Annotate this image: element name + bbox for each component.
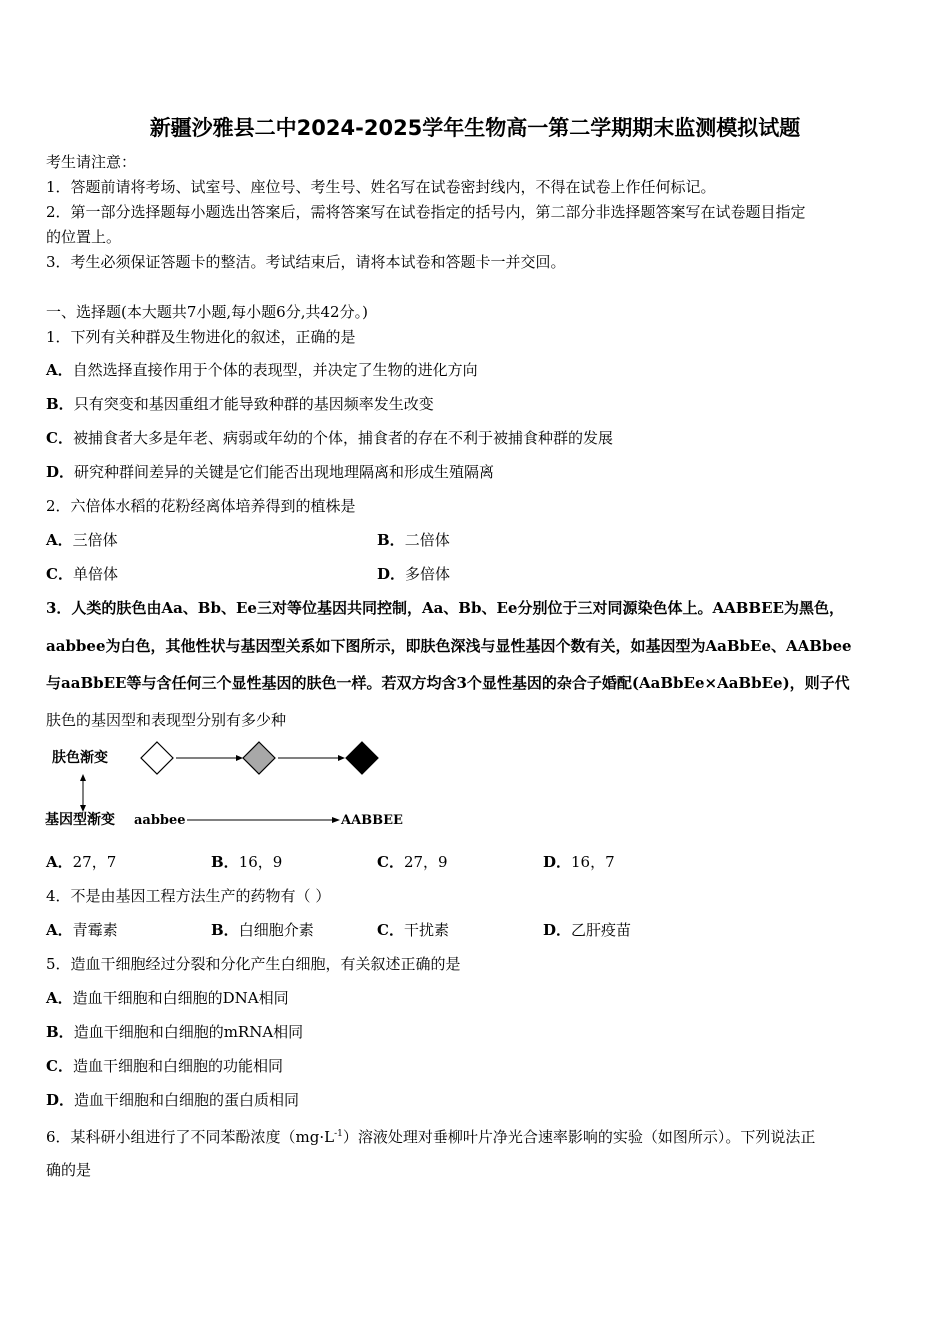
light-diamond-icon — [141, 742, 173, 774]
q2-option-d — [377, 564, 450, 584]
option-text: 白细胞介素 — [238, 921, 314, 939]
q2-option-a — [46, 530, 118, 550]
q1-option-d — [46, 462, 494, 482]
option-label: C． — [377, 921, 404, 939]
option-text: 只有突变和基因重组才能导致种群的基因频率发生改变 — [73, 395, 434, 413]
option-label: A． — [46, 921, 73, 939]
option-text: 多倍体 — [405, 565, 451, 583]
arrowhead-2 — [338, 755, 345, 761]
q5-option-c — [46, 1056, 283, 1076]
option-label: B． — [211, 853, 239, 871]
skin-label: 肤色渐变 — [52, 750, 108, 766]
q2-option-c — [46, 564, 118, 584]
notice-item-2-cont: 的位置上。 — [46, 228, 122, 246]
option-text: 青霉素 — [72, 921, 118, 939]
q3-stem-line-2: aabbee为白色，其他性状与基因型关系如下图所示，即肤色深浅与显性基因个数有关，如基因型为AaBbEe、AABbee — [46, 637, 852, 655]
q4-option-c — [377, 920, 449, 940]
q6-stem-line-1 — [46, 1124, 815, 1147]
notice-item-3: 3．考生必须保证答题卡的整洁。考试结束后，请将本试卷和答题卡一并交回。 — [46, 253, 566, 271]
option-label: C． — [46, 429, 73, 447]
option-text: 16，9 — [238, 853, 283, 871]
q2-option-b — [377, 530, 450, 550]
q1-option-a — [46, 360, 478, 380]
option-label: A． — [46, 989, 73, 1007]
q6-stem-part-a: 6．某科研小组进行了不同苯酚浓度（mg·L — [46, 1128, 335, 1146]
notice-item-2: 2．第一部分选择题每小题选出答案后，需将答案写在试卷指定的括号内，第二部分非选择题答案写在试卷题目指定 — [46, 203, 806, 221]
gene-from: aabbee — [134, 813, 186, 828]
q3-option-d — [543, 852, 615, 872]
arrowhead-1 — [236, 755, 243, 761]
gene-label: 基因型渐变 — [45, 812, 115, 828]
q3-option-c — [377, 852, 448, 872]
medium-diamond-icon — [243, 742, 275, 774]
q4-option-b — [211, 920, 314, 940]
q5-option-b — [46, 1022, 303, 1042]
page-title: 新疆沙雅县二中2024-2025学年生物高一第二学期期末监测模拟试题 — [149, 116, 801, 140]
q3-option-b — [211, 852, 282, 872]
option-label: D． — [377, 565, 406, 583]
option-label: A． — [46, 531, 73, 549]
diagram-svg — [44, 736, 414, 836]
option-text: 造血干细胞和白细胞的蛋白质相同 — [74, 1091, 300, 1109]
q5-option-a — [46, 988, 289, 1008]
option-text: 27，9 — [403, 853, 448, 871]
q3-stem-line-3: 与aaBbEE等与含任何三个显性基因的肤色一样。若双方均含3个显性基因的杂合子婚配(AaBbEe×AaBbEe)，则子代 — [46, 674, 850, 692]
option-label: B． — [46, 395, 74, 413]
option-text: 研究种群间差异的关键是它们能否出现地理隔离和形成生殖隔离 — [74, 463, 495, 481]
q1-stem: 1．下列有关种群及生物进化的叙述，正确的是 — [46, 328, 356, 346]
q1-option-c — [46, 428, 613, 448]
option-label: B． — [46, 1023, 74, 1041]
option-text: 乙肝疫苗 — [571, 921, 632, 939]
q3-stem-line-4: 肤色的基因型和表现型分别有多少种 — [46, 711, 287, 729]
q6-stem-superscript: -1 — [334, 1129, 343, 1139]
q2-stem: 2．六倍体水稻的花粉经离体培养得到的植株是 — [46, 497, 356, 515]
option-text: 造血干细胞和白细胞的mRNA相同 — [73, 1023, 304, 1041]
option-text: 被捕食者大多是年老、病弱或年幼的个体，捕食者的存在不利于被捕食种群的发展 — [72, 429, 613, 447]
q6-stem-line-2: 确的是 — [46, 1161, 92, 1179]
option-text: 造血干细胞和白细胞的功能相同 — [72, 1057, 283, 1075]
q5-stem: 5．造血干细胞经过分裂和分化产生白细胞，有关叙述正确的是 — [46, 955, 461, 973]
section-heading: 一、选择题(本大题共7小题,每小题6分,共42分。) — [46, 303, 368, 321]
option-label: C． — [46, 1057, 73, 1075]
q6-stem-part-b: ）溶液处理对垂柳叶片净光合速率影响的实验（如图所示）。下列说法正 — [342, 1128, 816, 1146]
notice-heading: 考生请注意： — [46, 153, 137, 171]
option-label: A． — [46, 853, 73, 871]
option-text: 27，7 — [72, 853, 117, 871]
q3-option-a — [46, 852, 116, 872]
skin-color-diagram — [44, 736, 414, 836]
q1-option-b — [46, 394, 434, 414]
option-text: 单倍体 — [72, 565, 118, 583]
notice-item-1: 1．答题前请将考场、试室号、座位号、考生号、姓名写在试卷密封线内，不得在试卷上作任何标记。 — [46, 178, 716, 196]
option-text: 16，7 — [571, 853, 615, 871]
option-label: D． — [46, 463, 75, 481]
q3-stem-line-1: 3．人类的肤色由Aa、Bb、Ee三对等位基因共同控制，Aa、Bb、Ee分别位于三对同源染色体上。AABBEE为黑色， — [46, 599, 844, 617]
arrowhead-3 — [332, 817, 340, 823]
option-label: B． — [211, 921, 239, 939]
q4-option-d — [543, 920, 631, 940]
option-text: 自然选择直接作用于个体的表现型，并决定了生物的进化方向 — [72, 361, 478, 379]
option-text: 三倍体 — [72, 531, 118, 549]
q5-option-d — [46, 1090, 299, 1110]
option-label: D． — [46, 1091, 75, 1109]
q4-option-a — [46, 920, 118, 940]
option-label: A． — [46, 361, 73, 379]
gene-to: AABBEE — [341, 813, 403, 828]
q4-stem: 4．不是由基因工程方法生产的药物有（ ） — [46, 887, 331, 905]
option-label: B． — [377, 531, 405, 549]
option-text: 干扰素 — [403, 921, 449, 939]
arrowhead-up — [80, 774, 86, 781]
option-text: 造血干细胞和白细胞的DNA相同 — [72, 989, 289, 1007]
dark-diamond-icon — [346, 742, 378, 774]
option-label: D． — [543, 853, 572, 871]
option-label: C． — [377, 853, 404, 871]
option-label: C． — [46, 565, 73, 583]
option-text: 二倍体 — [404, 531, 450, 549]
arrowhead-down — [80, 805, 86, 812]
option-label: D． — [543, 921, 572, 939]
